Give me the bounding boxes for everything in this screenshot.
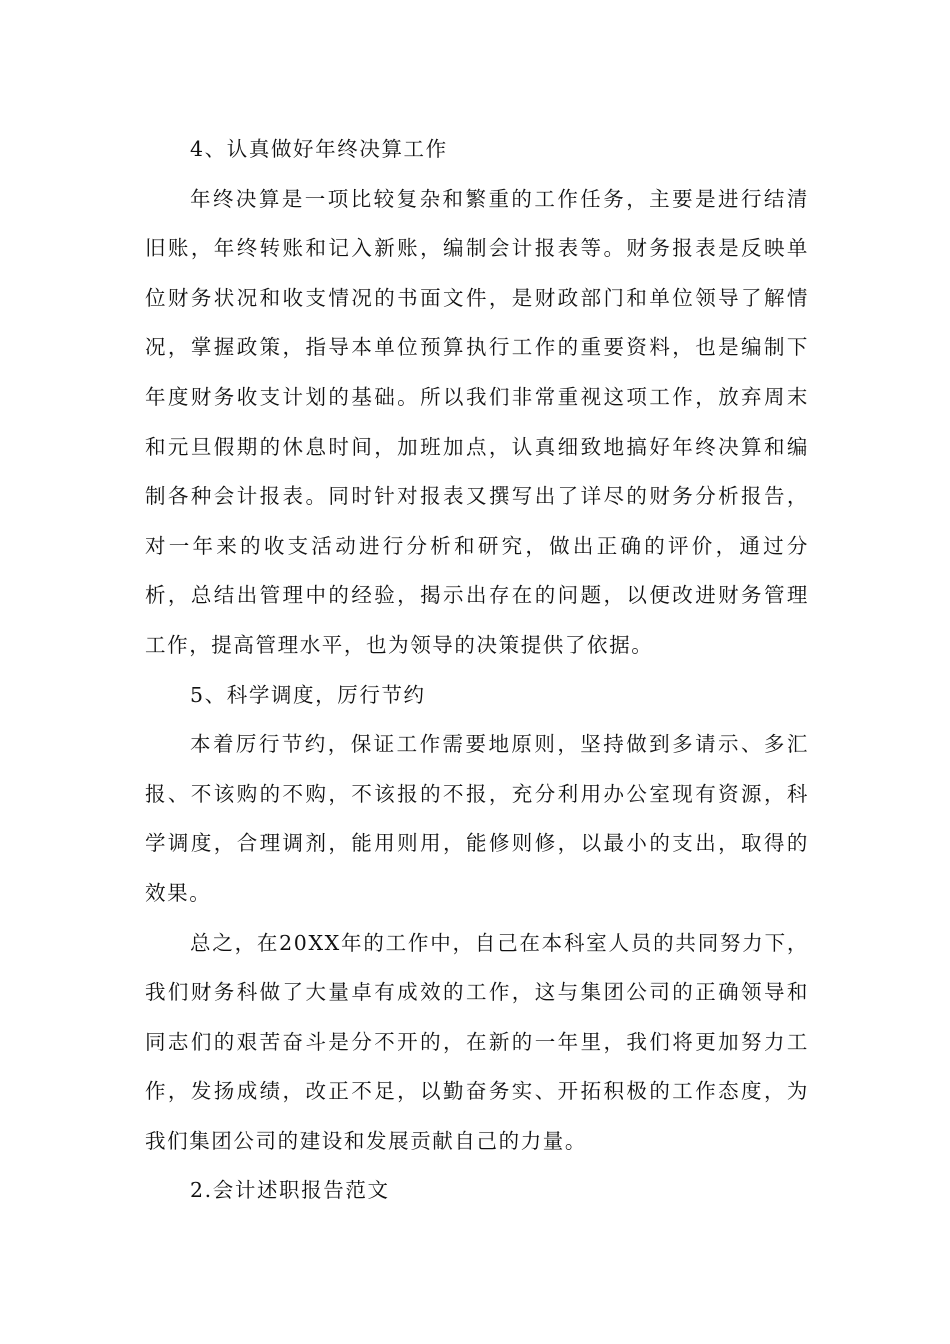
paragraph-line: 况，掌握政策，指导本单位预算执行工作的重要资料，也是编制下 [145,335,809,360]
paragraph-line: 学调度，合理调剂，能用则用，能修则修，以最小的支出，取得的 [145,831,809,856]
paragraph-line: 和元旦假期的休息时间，加班加点，认真细致地搞好年终决算和编 [145,434,809,459]
paragraph-line: 我们集团公司的建设和发展贡献自己的力量。 [145,1128,587,1153]
paragraph-line: 报、不该购的不购，不该报的不报，充分利用办公室现有资源，科 [145,781,809,806]
paragraph-line: 作，发扬成绩，改正不足，以勤奋务实、开拓积极的工作态度，为 [145,1079,809,1104]
paragraph-line: 析，总结出管理中的经验，揭示出存在的问题，以便改进财务管理 [145,583,809,608]
section-heading-5: 5、科学调度，厉行节约 [190,682,426,707]
paragraph-line: 制各种会计报表。同时针对报表又撰写出了详尽的财务分析报告， [145,484,809,509]
paragraph-line: 总之，在20XX年的工作中，自己在本科室人员的共同努力下， [190,930,809,955]
paragraph-line: 效果。 [145,880,212,905]
paragraph-line: 本着厉行节约，保证工作需要地原则，坚持做到多请示、多汇 [190,732,809,757]
paragraph-line: 工作，提高管理水平，也为领导的决策提供了依据。 [145,632,654,657]
paragraph-line: 位财务状况和收支情况的书面文件，是财政部门和单位领导了解情 [145,285,809,310]
section-heading-report: 2.会计述职报告范文 [190,1178,390,1203]
document-body [145,125,809,1216]
paragraph-line: 年度财务收支计划的基础。所以我们非常重视这项工作，放弃周末 [145,384,809,409]
paragraph-line: 我们财务科做了大量卓有成效的工作，这与集团公司的正确领导和 [145,980,809,1005]
paragraph-line: 同志们的艰苦奋斗是分不开的，在新的一年里，我们将更加努力工 [145,1029,809,1054]
paragraph-line: 年终决算是一项比较复杂和繁重的工作任务，主要是进行结清 [190,186,809,211]
paragraph-line: 旧账，年终转账和记入新账，编制会计报表等。财务报表是反映单 [145,236,809,261]
paragraph-line: 对一年来的收支活动进行分析和研究，做出正确的评价，通过分 [145,533,809,558]
section-heading-4: 4、认真做好年终决算工作 [190,137,448,161]
